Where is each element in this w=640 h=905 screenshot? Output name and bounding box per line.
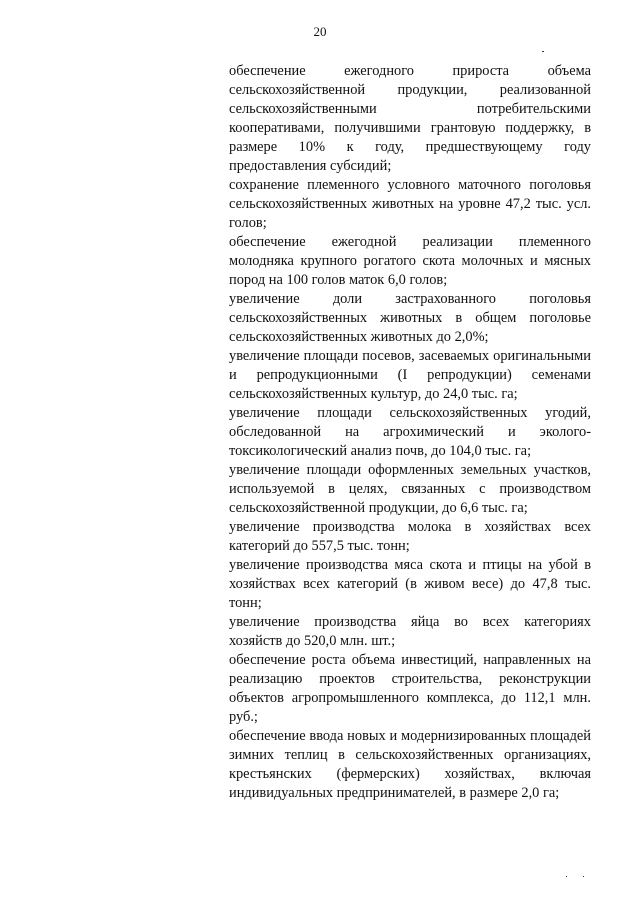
scan-speck [583,876,584,877]
indicator-list [229,62,591,803]
page-number: 20 [313,24,327,39]
list-item: увеличение производства яйца во всех категориях хозяйств до 520,0 млн. шт.; [229,614,591,649]
scan-speck [542,51,544,52]
list-item: обеспечение ежегодного прироста объема сельскохозяйственной продукции, реализованной сельскохозяйственными потребительскими кооперативами, получившими грантовую поддержку, в размере 10% к году, предшествующему году предоставления субсидий; [229,63,591,174]
list-item: сохранение племенного условного маточного поголовья сельскохозяйственных животных на уровне 47,2 тыс. усл. голов; [229,177,591,231]
list-item: обеспечение ввода новых и модернизированных площадей зимних теплиц в сельскохозяйственных организациях, крестьянских (фермерских) хозяйствах, включая индивидуальных предпринимателей, в размере 2,0 га; [229,728,591,801]
list-item: увеличение площади оформленных земельных участков, используемой в целях, связанных с производством сельскохозяйственной продукции, до 6,6 тыс. га; [229,462,591,516]
list-item: обеспечение ежегодной реализации племенного молодняка крупного рогатого скота молочных и мясных пород на 100 голов маток 6,0 голов; [229,234,591,288]
list-item: увеличение доли застрахованного поголовья сельскохозяйственных животных в общем поголовье сельскохозяйственных животных до 2,0%; [229,291,591,345]
scan-speck [566,876,567,877]
list-item: увеличение площади сельскохозяйственных угодий, обследованной на агрохимический и эколого-токсикологический анализ почв, до 104,0 тыс. га; [229,405,591,459]
list-item: увеличение производства молока в хозяйствах всех категорий до 557,5 тыс. тонн; [229,519,591,554]
list-item: обеспечение роста объема инвестиций, направленных на реализацию проектов строительства, реконструкции объектов агропромышленного комплекса, до 112,1 млн. руб.; [229,652,591,725]
list-item: увеличение площади посевов, засеваемых оригинальными и репродукционными (I репродукции) семенами сельскохозяйственных культур, до 24,0 тыс. га; [229,348,591,402]
list-item: увеличение производства мяса скота и птицы на убой в хозяйствах всех категорий (в живом весе) до 47,8 тыс. тонн; [229,557,591,611]
